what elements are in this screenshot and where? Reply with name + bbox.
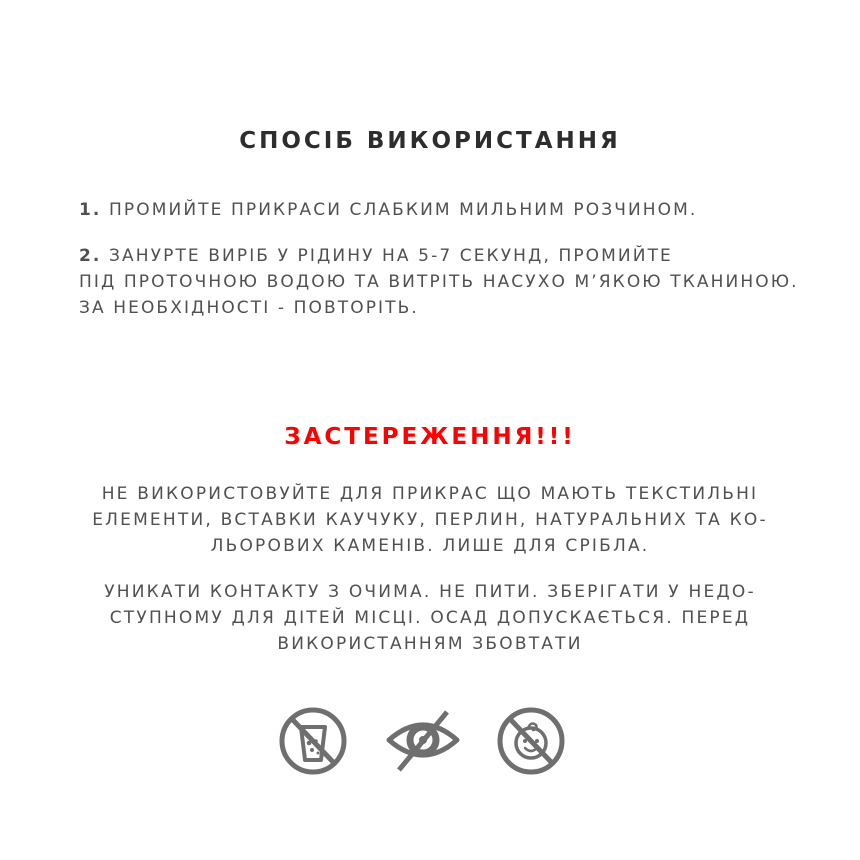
no-drinking-icon (278, 706, 348, 776)
warning-title: ЗАСТЕРЕЖЕННЯ!!! (284, 424, 576, 450)
warning-text (0, 481, 860, 657)
step-text: ПРОМИЙТЕ ПРИКРАСИ СЛАБКИМ МИЛЬНИМ РОЗЧИНОМ. (109, 200, 698, 220)
warning-icons (0, 706, 860, 776)
warning-paragraph: НЕ ВИКОРИСТОВУЙТЕ ДЛЯ ПРИКРАС ЩО МАЮТЬ ТЕКСТИЛЬНІ ЕЛЕМЕНТИ, ВСТАВКИ КАУЧУКУ, ПЕРЛИН, НАТУРАЛЬНИХ ТА КО- ЛЬОРОВИХ КАМЕНІВ. ЛИШЕ ДЛЯ СРІБЛА. (92, 484, 768, 556)
warning-paragraph: УНИКАТИ КОНТАКТУ З ОЧИМА. НЕ ПИТИ. ЗБЕРІГАТИ У НЕДО- СТУПНОМУ ДЛЯ ДІТЕЙ МІСЦІ. ОСАД ДОПУСКАЄТЬСЯ. ПЕРЕД ВИКОРИСТАННЯМ ЗБОВТАТИ (104, 582, 756, 654)
keep-away-from-children-icon (496, 706, 566, 776)
usage-title: СПОСІБ ВИКОРИСТАННЯ (239, 128, 621, 154)
step-text: ЗАНУРТЕ ВИРІБ У РІДИНУ НА 5-7 СЕКУНД, ПРОМИЙТЕ ПІД ПРОТОЧНОЮ ВОДОЮ ТА ВИТРІТЬ НАСУХО М’ЯКОЮ ТКАНИНОЮ. ЗА НЕОБХІДНОСТІ - ПОВТОРІТЬ. (79, 246, 799, 318)
step-number: 1. (79, 200, 102, 220)
no-eye-contact-icon (385, 706, 461, 776)
usage-step (79, 197, 839, 223)
usage-instructions (79, 197, 839, 321)
usage-step (79, 243, 839, 321)
step-number: 2. (79, 246, 102, 266)
